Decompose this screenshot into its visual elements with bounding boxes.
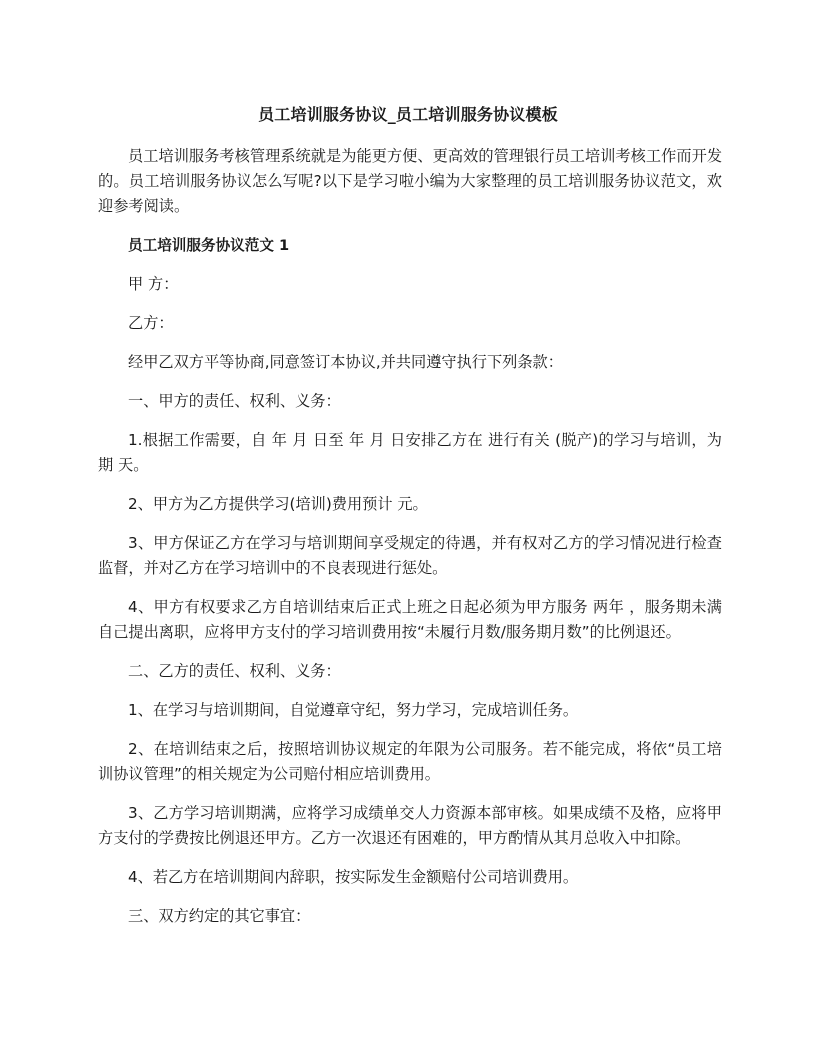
clause-heading-other: 三、双方约定的其它事宜： bbox=[128, 907, 311, 925]
party-b-line: 乙方： bbox=[128, 314, 174, 332]
clause-heading-party-a: 一、甲方的责任、权利、义务： bbox=[128, 392, 341, 410]
agreement-preamble: 经甲乙双方平等协商,同意签订本协议,并共同遵守执行下列条款： bbox=[128, 353, 563, 371]
document-body bbox=[98, 144, 722, 943]
clause-paragraph: 4、甲方有权要求乙方自培训结束后正式上班之日起必须为甲方服务 两年 ，服务期未满自己提出离职，应将甲方支付的学习培训费用按“未履行月数/服务期月数”的比例退还。 bbox=[98, 598, 722, 641]
clause-paragraph: 4、若乙方在培训期间内辞职，按实际发生金额赔付公司培训费用。 bbox=[128, 868, 579, 886]
clause-paragraph: 3、乙方学习培训期满，应将学习成绩单交人力资源本部审核。如果成绩不及格，应将甲方支付的学费按比例退还甲方。乙方一次退还有困难的，甲方酌情从其月总收入中扣除。 bbox=[98, 804, 722, 847]
clause-paragraph: 2、在培训结束之后，按照培训协议规定的年限为公司服务。若不能完成，将依“员工培训协议管理”的相关规定为公司赔付相应培训费用。 bbox=[98, 740, 722, 783]
document-title: 员工培训服务协议_员工培训服务协议模板 bbox=[258, 105, 558, 124]
party-a-line: 甲 方： bbox=[128, 275, 179, 293]
clause-paragraph: 1.根据工作需要，自 年 月 日至 年 月 日安排乙方在 进行有关 (脱产)的学习与培训，为期 天。 bbox=[98, 431, 722, 474]
section-heading: 员工培训服务协议范文 1 bbox=[128, 237, 290, 254]
clause-paragraph: 2、甲方为乙方提供学习(培训)费用预计 元。 bbox=[128, 495, 428, 513]
clause-paragraph: 3、甲方保证乙方在学习与培训期间享受规定的待遇，并有权对乙方的学习情况进行检查监督，并对乙方在学习培训中的不良表现进行惩处。 bbox=[98, 534, 722, 577]
clause-heading-party-b: 二、乙方的责任、权利、义务： bbox=[128, 662, 341, 680]
clause-paragraph: 1、在学习与培训期间，自觉遵章守纪，努力学习，完成培训任务。 bbox=[128, 701, 579, 719]
intro-paragraph: 员工培训服务考核管理系统就是为能更方便、更高效的管理银行员工培训考核工作而开发的。员工培训服务协议怎么写呢?以下是学习啦小编为大家整理的员工培训服务协议范文，欢迎参考阅读。 bbox=[98, 147, 722, 215]
